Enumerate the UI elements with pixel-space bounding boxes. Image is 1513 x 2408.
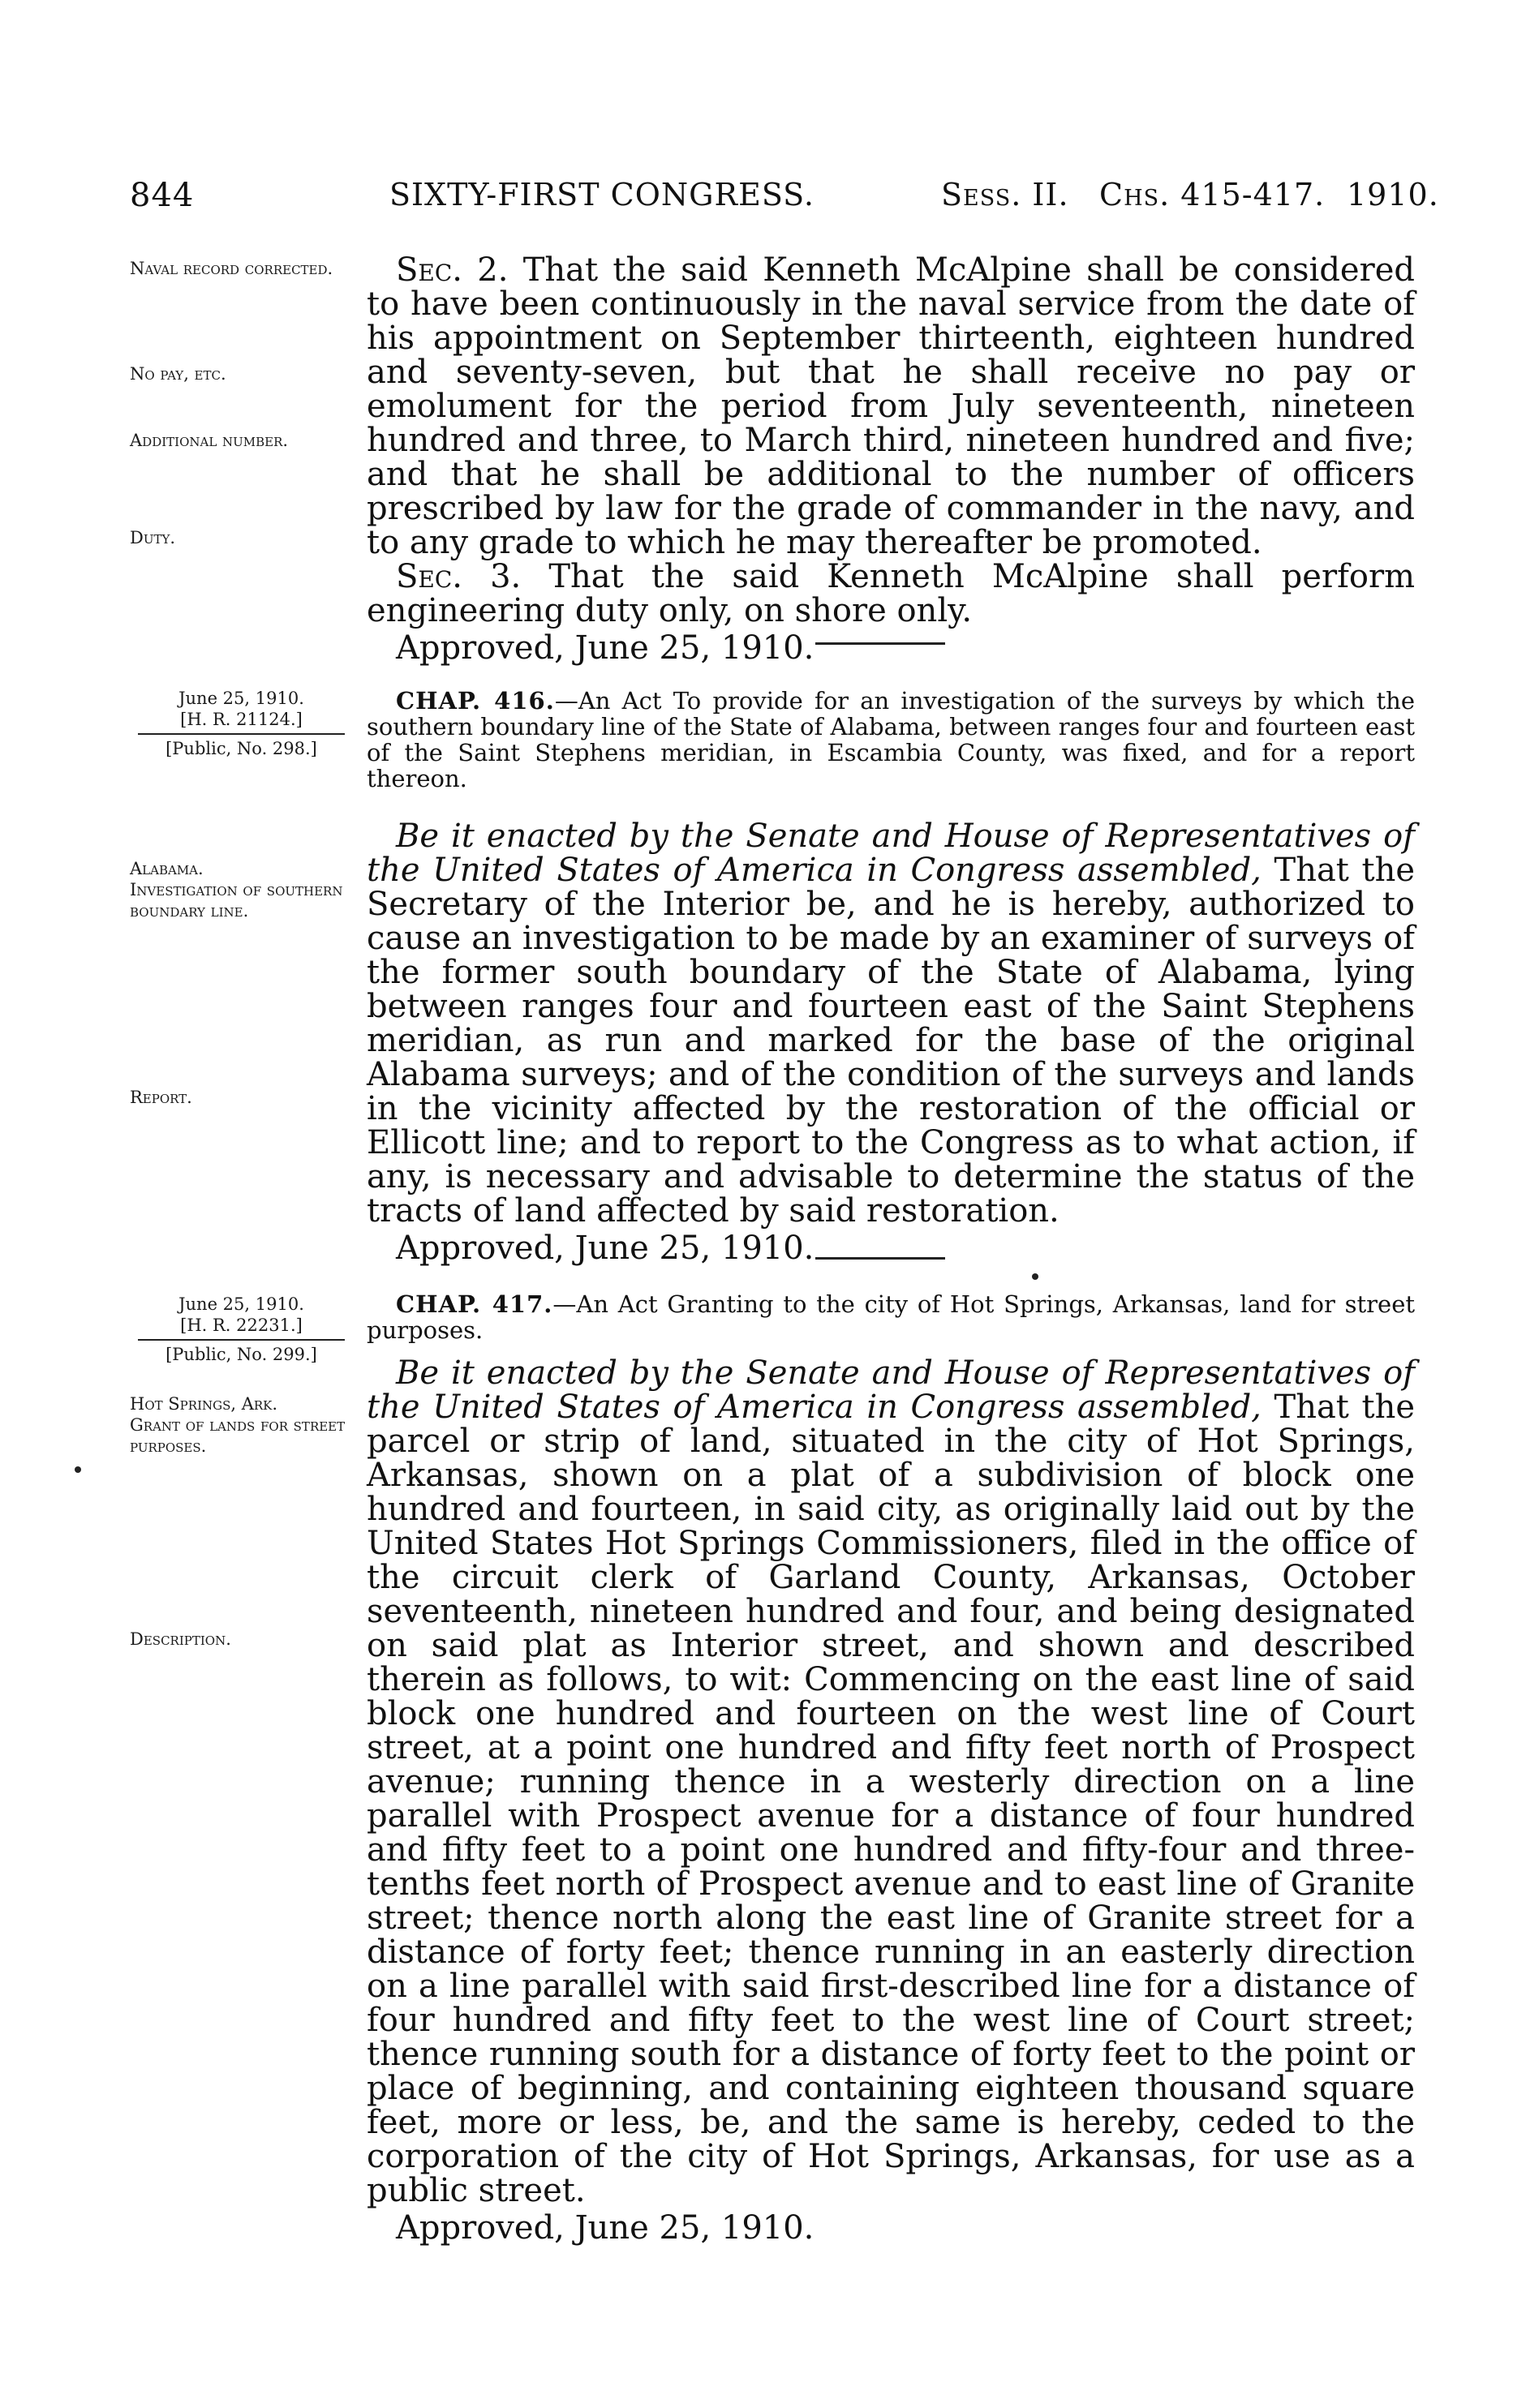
margin-rule (138, 733, 345, 735)
enacting-clause: Be it enacted by the Senate and House of Representatives of the United States of America in Congress assembled, (367, 1354, 1415, 1426)
chap415-sections (367, 253, 1415, 665)
chap417-body (367, 1356, 1415, 2245)
margin-note-naval-record: Naval record corrected. (130, 259, 333, 278)
chap417-heading (367, 1291, 1415, 1343)
section-2-label: Sec. 2. (396, 251, 509, 289)
chap416-public-number: [Public, No. 298.] (165, 739, 317, 758)
chap416-body (367, 819, 1415, 1265)
margin-note-report: Report. (130, 1088, 192, 1107)
chap417-date: June 25, 1910. (178, 1294, 304, 1314)
enacting-clause: Be it enacted by the Senate and House of Representatives of the United States of America in Congress assembled, (367, 818, 1415, 889)
header-chapters: Chs. 415-417. (1099, 177, 1326, 212)
section-2 (367, 253, 1415, 560)
chap416-title: —An Act To provide for an investigation of the surveys by which the southern boundary line of the State of Alabama, between ranges four and fourteen east of the Saint Stephens meridian, in Escambia County, was fixed, and for a report thereon. (367, 687, 1416, 792)
chap415-approved: Approved, June 25, 1910. (396, 629, 815, 667)
running-header (130, 177, 1439, 225)
chap417-margin-topic (130, 1393, 353, 1457)
chap417-approved: Approved, June 25, 1910. (396, 2209, 815, 2247)
page-number: 844 (130, 177, 195, 214)
section-divider (815, 1257, 945, 1260)
header-title: SIXTY-FIRST CONGRESS. (389, 177, 815, 212)
header-year: 1910. (1347, 177, 1439, 212)
margin-note-no-pay: No pay, etc. (130, 364, 226, 384)
section-3-text: That the said Kenneth McAlpine shall perform engineering duty only, on shore only. (367, 558, 1416, 629)
chap417-label: CHAP. 417. (396, 1290, 553, 1318)
margin-note-grant: Grant of lands for street purposes. (130, 1415, 346, 1456)
chap416-bill-number: [H. R. 21124.] (180, 710, 303, 729)
margin-note-additional-number: Additional number. (130, 431, 289, 450)
margin-rule (138, 1339, 345, 1341)
section-2-text: That the said Kenneth McAlpine shall be considered to have been continuously in the naval service from the date of his appointment on September thirteenth, eighteen hundred and seventy-seven, but that he shall receive no pay or emolument for the period from July seventeenth, nineteen hundred and three, to March third, nineteen hundred and five; and that he shall be additional to the number of officers prescribed by law for the grade of commander in the navy, and to any grade to which he may thereafter be promoted. (367, 251, 1416, 561)
header-session: Sess. II. (941, 177, 1069, 212)
chap417-bill-number: [H. R. 22231.] (180, 1316, 303, 1335)
chap416-date: June 25, 1910. (178, 689, 304, 708)
chap416-provision: That the Secretary of the Interior be, and he is hereby, authorized to cause an investigation to be made by an examiner of surveys of the former south boundary of the State of Alabama, lying between ranges four and fourteen east of the Saint Stephens meridian, as run and marked for the base of the original Alabama surveys; and of the condition of the surveys and lands in the vicinity affected by the restoration of the official or Ellicott line; and to report to the Congress as to what action, if any, is necessary and advisable to determine the status of the tracts of land affected by said restoration. (367, 852, 1415, 1230)
margin-note-description: Description. (130, 1629, 231, 1649)
margin-note-hot-springs: Hot Springs, Ark. (130, 1394, 278, 1414)
chap416-heading (367, 688, 1415, 792)
chap417-provision: That the parcel or strip of land, situated in the city of Hot Springs, Arkansas, shown on a plat of a subdivision of block one hundred and fourteen, in said city, as originally laid out by the United States Hot Springs Commissioners, filed in the office of the circuit clerk of Garland County, Arkansas, October seventeenth, nineteen hundred and four, and being designated on said plat as Interior street, and shown and described therein as follows, to wit: Commencing on the east line of said block one hundred and fourteen on the west line of Court street, at a point one hundred and fifty feet north of Prospect avenue; running thence in a westerly direction on a line parallel with Prospect avenue for a distance of four hundred and fifty feet to a point one hundred and fifty-four and three-tenths feet north of Prospect avenue and to east line of Granite street; thence north along the east line of Granite street for a distance of forty feet; thence running in an easterly direction on a line parallel with said first-described line for a distance of four hundred and fifty feet to the west line of Court street; thence running south for a distance of forty feet to the point or place of beginning, and containing eighteen thousand square feet, more or less, be, and the same is hereby, ceded to the corporation of the city of Hot Springs, Arkansas, for use as a public street. (367, 1389, 1415, 2209)
print-speck (75, 1466, 81, 1473)
section-divider (815, 642, 945, 645)
chap417-text (367, 1356, 1415, 2208)
chap417-title: —An Act Granting to the city of Hot Springs, Arkansas, land for street purposes. (367, 1290, 1416, 1344)
chap417-margin-block (130, 1294, 353, 1365)
margin-note-investigation: Investigation of southern boundary line. (130, 880, 343, 921)
margin-note-alabama: Alabama. (130, 859, 204, 878)
print-speck (1032, 1273, 1038, 1280)
chap416-text (367, 819, 1415, 1228)
margin-note-duty: Duty. (130, 528, 176, 547)
chap416-approved: Approved, June 25, 1910. (396, 1230, 815, 1267)
chap416-label: CHAP. 416. (396, 687, 555, 715)
chap416-margin-block (130, 688, 353, 759)
chap416-margin-topic (130, 858, 353, 921)
chap417-public-number: [Public, No. 299.] (165, 1345, 317, 1364)
section-3-label: Sec. 3. (396, 558, 522, 595)
section-3 (367, 560, 1415, 628)
